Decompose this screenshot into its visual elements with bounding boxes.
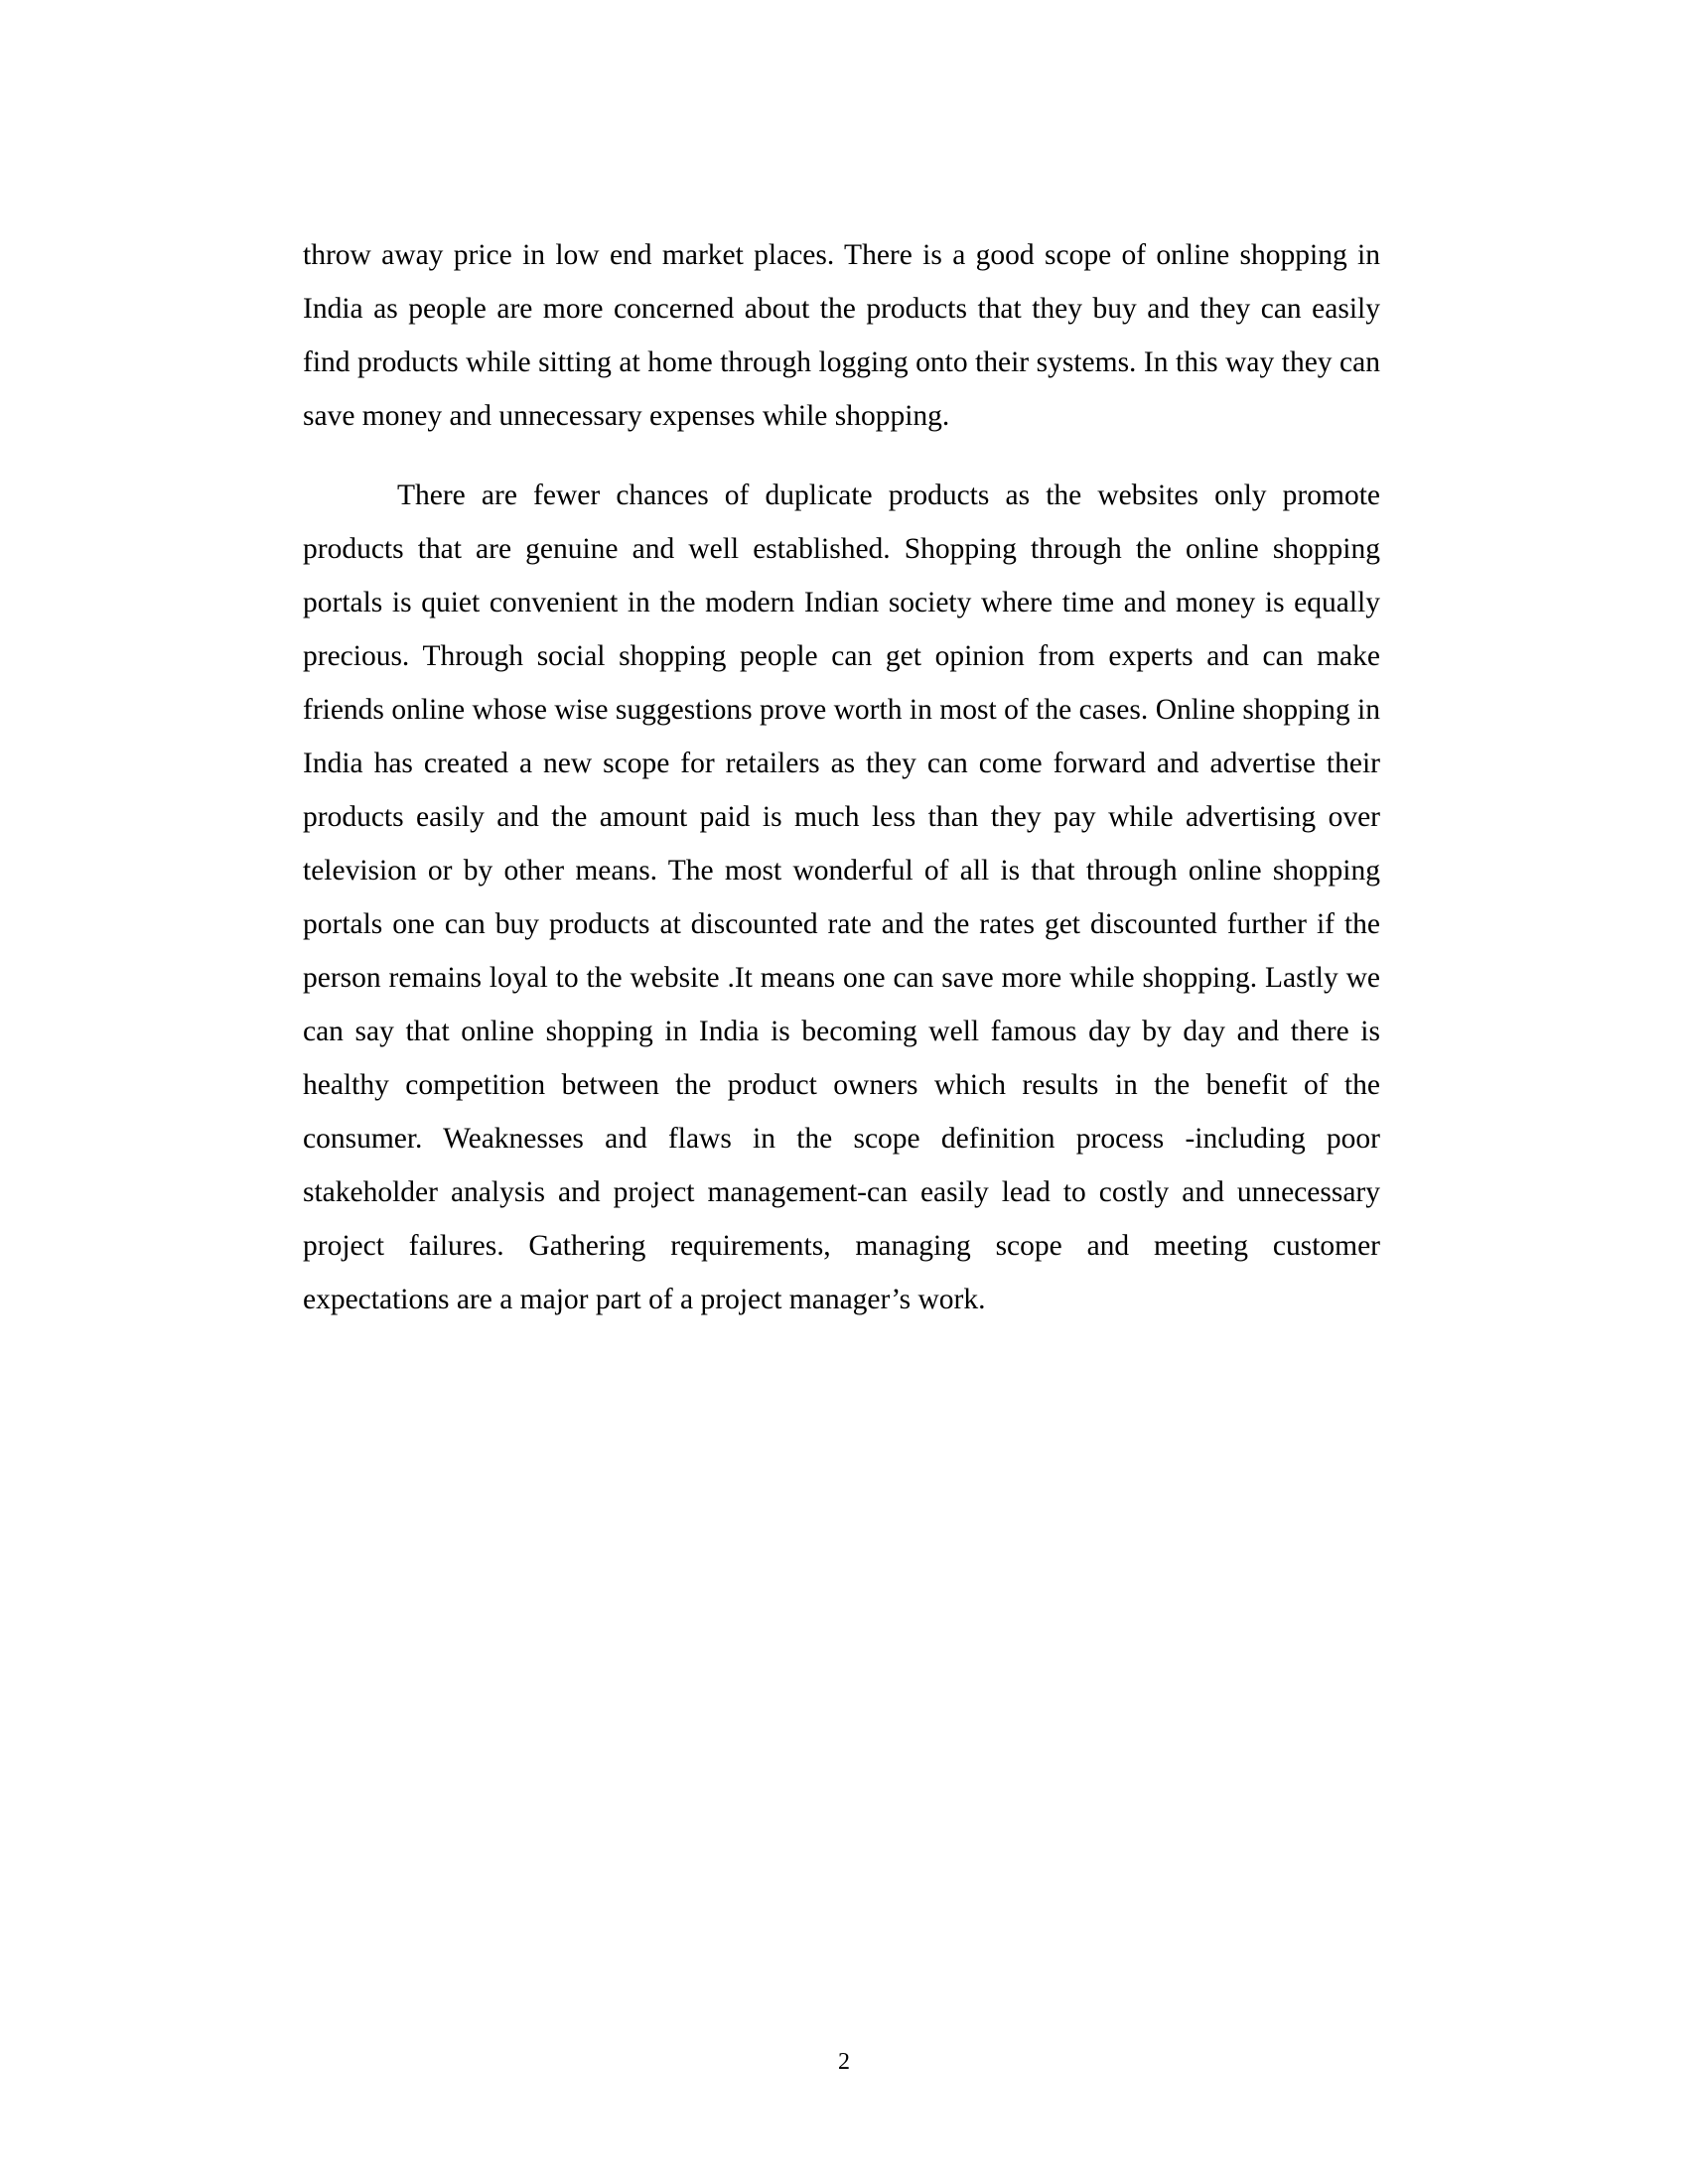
body-text [303, 228, 1380, 1326]
page-number: 2 [838, 2049, 850, 2075]
paragraph-2: There are fewer chances of duplicate products as the websites only promote products that are genuine and well established. Shopping through the online shopping portals is quiet convenient in the modern Indian society where time and money is equally precious. Through social shopping people can get opinion from experts and can make friends online whose wise suggestions prove worth in most of the cases. Online shopping in India has created a new scope for retailers as they can come forward and advertise their products easily and the amount paid is much less than they pay while advertising over television or by other means. The most wonderful of all is that through online shopping portals one can buy products at discounted rate and the rates get discounted further if the person remains loyal to the website .It means one can save more while shopping. Lastly we can say that online shopping in India is becoming well famous day by day and there is healthy competition between the product owners which results in the benefit of the consumer. Weaknesses and flaws in the scope definition process -including poor stakeholder analysis and project management-can easily lead to costly and unnecessary project failures. Gathering requirements, managing scope and meeting customer expectations are a major part of a project manager’s work. [303, 479, 1380, 1315]
paragraph-1: throw away price in low end market places. There is a good scope of online shopping in India as people are more concerned about the products that they buy and they can easily find products while sitting at home through logging onto their systems. In this way they can save money and unnecessary expenses while shopping. [303, 239, 1380, 432]
